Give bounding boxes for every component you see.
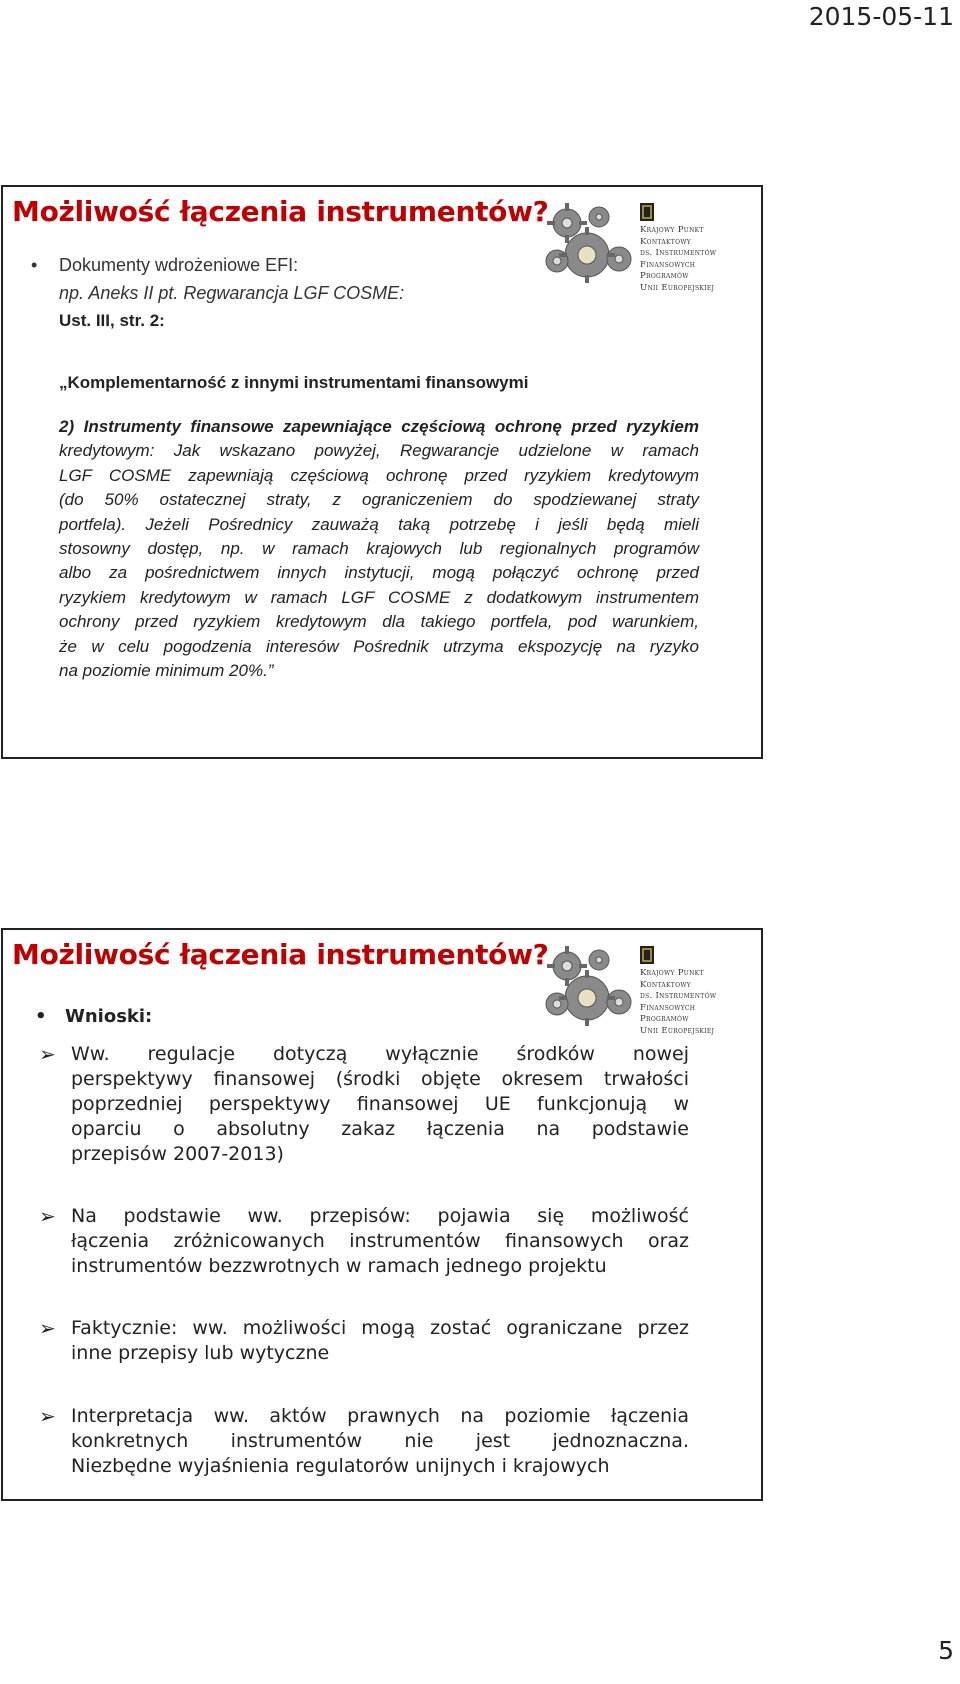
slide-title: Możliwość łączenia instrumentów? bbox=[12, 195, 549, 228]
bullet-dot-icon: • bbox=[35, 1006, 47, 1027]
logo-mark-icon bbox=[640, 946, 654, 964]
logo-mark-icon bbox=[640, 203, 654, 221]
conclusion-item: ➢ Na podstawie ww. przepisów: pojawia się możliwość łączenia zróżnicowanych instrumentów finansowych oraz instrumentów bezzwrotnych w ramach jednego projektu bbox=[39, 1204, 689, 1277]
slide-1 bbox=[1, 185, 763, 759]
bullet-dot-icon: • bbox=[31, 255, 38, 275]
arrow-bullet-icon: ➢ bbox=[39, 1042, 56, 1066]
kpk-logo bbox=[537, 193, 737, 293]
conclusions-heading: • Wnioski: bbox=[35, 1006, 153, 1027]
logo-text: Krajowy Punkt Kontaktowy ds. Instrumentów Finansowych Programów Unii Europejskiej bbox=[640, 968, 717, 1036]
slide-2 bbox=[1, 928, 763, 1501]
arrow-bullet-icon: ➢ bbox=[39, 1204, 56, 1228]
conclusion-item: ➢ Faktycznie: ww. możliwości mogą zostać ograniczane przez inne przepisy lub wytyczne bbox=[39, 1316, 689, 1364]
reference-section: Ust. III, str. 2: bbox=[59, 311, 165, 330]
arrow-bullet-icon: ➢ bbox=[39, 1404, 56, 1428]
conclusion-item: ➢ Interpretacja ww. aktów prawnych na poziomie łączenia konkretnych instrumentów nie jest jednoznaczna. Niezbędne wyjaśnienia regulatorów unijnych i krajowych bbox=[39, 1404, 689, 1477]
gears-icon bbox=[537, 193, 637, 293]
logo-text: Krajowy Punkt Kontaktowy ds. Instrumentów Finansowych Programów Unii Europejskiej bbox=[640, 225, 717, 293]
header-date: 2015-05-11 bbox=[808, 2, 954, 31]
reference-line: np. Aneks II pt. Regwarancja LGF COSME: bbox=[59, 283, 405, 303]
conclusion-item: ➢ Ww. regulacje dotyczą wyłącznie środków nowej perspektywy finansowej (środki objęte okresem trwałości poprzedniej perspektywy finansowej UE funkcjonują w oparciu o absolutny zakaz łączenia na podstawie przepisów 2007-2013) bbox=[39, 1042, 689, 1165]
slide-title: Możliwość łączenia instrumentów? bbox=[12, 938, 549, 971]
kpk-logo bbox=[537, 936, 737, 1036]
gears-icon bbox=[537, 936, 637, 1036]
quote-heading: „Komplementarność z innymi instrumentami finansowymi bbox=[59, 373, 529, 392]
bullet-item: • Dokumenty wdrożeniowe EFI: bbox=[31, 255, 299, 275]
quote-paragraph: 2) Instrumenty finansowe zapewniające częściową ochronę przed ryzykiem kredytowym: Jak wskazano powyżej, Regwarancje udzielone w ramach LGF COSME zapewniają częściową ochronę przed ryzykiem kredytowym (do 50% ostatecznej straty, z ograniczeniem do spodziewanej straty portfela). Jeżeli Pośrednicy zauważą taką potrzebę i jeśli będą mieli stosowny dostęp, np. w ramach krajowych lub regionalnych programów albo za pośrednictwem innych instytucji, mogą połączyć ochronę przed ryzykiem kredytowym w ramach LGF COSME z dodatkowym instrumentem ochrony przed ryzykiem kredytowym dla takiego portfela, pod warunkiem, że w celu pogodzenia interesów Pośrednik utrzyma ekspozycję na ryzyko na poziomie minimum 20%.” bbox=[59, 417, 699, 681]
page-number: 5 bbox=[938, 1636, 954, 1665]
arrow-bullet-icon: ➢ bbox=[39, 1316, 56, 1340]
